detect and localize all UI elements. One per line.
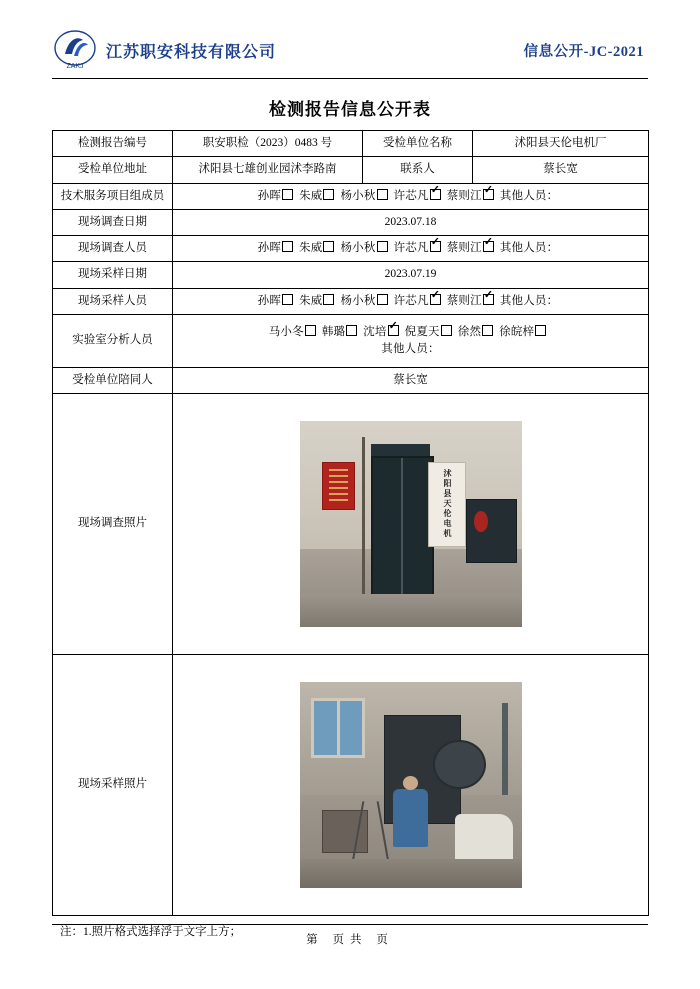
sampling-staff-label: 现场采样人员 [53, 288, 173, 314]
table-row [53, 131, 649, 157]
photo2-worker [393, 789, 429, 847]
survey-staff-cell [173, 236, 649, 262]
sampling-photo-image [300, 682, 522, 888]
person-name: 马小冬 [268, 325, 304, 338]
person-checkbox-item[interactable] [447, 293, 495, 310]
person-name: 沈培 [363, 325, 387, 338]
others-label: 其他人员： [499, 189, 559, 202]
table-row [53, 262, 649, 288]
person-checkbox-item[interactable] [340, 240, 388, 257]
survey-date-label: 现场调查日期 [53, 209, 173, 235]
person-checkbox-item[interactable] [394, 293, 442, 310]
person-name: 朱威 [299, 189, 323, 202]
photo1-door [371, 456, 435, 596]
checkbox-icon[interactable] [282, 189, 293, 200]
client-name-label: 受检单位名称 [363, 131, 473, 157]
report-no-label: 检测报告编号 [53, 131, 173, 157]
contact-label: 联系人 [363, 157, 473, 183]
lab-staff-others: 其他人员： [381, 342, 440, 355]
checkbox-icon[interactable] [482, 325, 493, 336]
checkbox-icon[interactable] [430, 189, 441, 200]
accompany-value: 蔡长宽 [173, 367, 649, 393]
person-checkbox-item[interactable] [299, 188, 335, 205]
person-checkbox-item[interactable] [499, 324, 547, 341]
table-note: 注：1.照片格式选择浮于文字上方； [60, 926, 242, 938]
person-name: 许芯凡 [393, 294, 429, 307]
photo1-right-panel [466, 499, 517, 563]
table-row [53, 183, 649, 209]
header-left [52, 28, 276, 72]
person-checkbox-item[interactable] [322, 324, 358, 341]
photo2-ground [300, 859, 522, 888]
checkbox-icon[interactable] [323, 241, 334, 252]
survey-photo-box [177, 398, 644, 650]
client-addr-label: 受检单位地址 [53, 157, 173, 183]
lab-staff-list [177, 324, 644, 341]
svg-text:ZAKJ: ZAKJ [66, 63, 84, 70]
person-name: 徐然 [457, 325, 482, 338]
checkbox-icon[interactable] [483, 241, 494, 252]
checkbox-icon[interactable] [377, 241, 388, 252]
sampling-staff-cell [173, 288, 649, 314]
page-title: 检测报告信息公开表 [269, 100, 431, 119]
survey-photo-image [300, 421, 522, 627]
table-row [53, 236, 649, 262]
table-row-photo [53, 655, 649, 916]
photo1-sign [428, 462, 466, 546]
table-row [53, 157, 649, 183]
person-checkbox-item[interactable] [394, 188, 442, 205]
person-checkbox-item[interactable] [447, 188, 495, 205]
checkbox-icon[interactable] [377, 294, 388, 305]
table-row-photo [53, 394, 649, 655]
contact-value: 蔡长宽 [473, 157, 649, 183]
person-checkbox-item[interactable] [269, 324, 317, 341]
survey-photo-label: 现场调查照片 [53, 394, 173, 655]
person-checkbox-item[interactable] [299, 240, 335, 257]
accompany-label: 受检单位陪同人 [53, 367, 173, 393]
person-checkbox-item[interactable] [340, 293, 388, 310]
checkbox-icon[interactable] [441, 325, 452, 336]
sampling-photo-cell [173, 655, 649, 916]
photo2-duct-opening [433, 740, 486, 789]
team-label: 技术服务项目组成员 [53, 183, 173, 209]
table-row [53, 209, 649, 235]
report-info-table [52, 130, 649, 916]
client-addr-value: 沭阳县七雄创业园沭李路南 [173, 157, 363, 183]
sampling-date-label: 现场采样日期 [53, 262, 173, 288]
photo1-banner [322, 462, 355, 509]
person-name: 韩璐 [321, 325, 346, 338]
checkbox-icon[interactable] [305, 325, 316, 336]
checkbox-icon[interactable] [282, 294, 293, 305]
photo2-window [311, 698, 366, 758]
client-name-value: 沭阳县天伦电机厂 [473, 131, 649, 157]
person-name: 许芯凡 [393, 189, 429, 202]
person-name: 杨小秋 [340, 189, 376, 202]
checkbox-icon[interactable] [430, 294, 441, 305]
person-name: 孙晖 [257, 294, 282, 307]
person-checkbox-item[interactable] [458, 324, 494, 341]
person-checkbox-item[interactable] [258, 240, 294, 257]
page-header [52, 28, 648, 79]
checkbox-icon[interactable] [323, 294, 334, 305]
table-row [53, 288, 649, 314]
company-name: 江苏职安科技有限公司 [106, 43, 277, 61]
person-checkbox-item[interactable] [394, 240, 442, 257]
person-name: 徐皖梓 [499, 325, 535, 338]
sampling-date-value: 2023.07.19 [173, 262, 649, 288]
person-checkbox-item[interactable] [363, 324, 399, 341]
photo2-tripod [355, 801, 386, 863]
others-label: 其他人员： [499, 242, 559, 254]
photo1-ground [300, 594, 522, 627]
checkbox-icon[interactable] [483, 294, 494, 305]
person-checkbox-item[interactable] [258, 188, 294, 205]
survey-staff-list [258, 242, 564, 254]
checkbox-icon[interactable] [282, 241, 293, 252]
person-name: 杨小秋 [340, 242, 376, 254]
person-name: 许芯凡 [393, 242, 429, 254]
person-name: 倪夏天 [404, 325, 440, 338]
photo1-sign-text: 沭阳县天伦电机 [443, 469, 452, 540]
team-members-list [258, 190, 564, 202]
survey-photo-cell [173, 394, 649, 655]
sampling-photo-label: 现场采样照片 [53, 655, 173, 916]
team-members-cell [173, 183, 649, 209]
person-name: 蔡则江 [446, 242, 482, 254]
person-checkbox-item[interactable] [299, 293, 335, 310]
person-name: 蔡则江 [446, 294, 482, 307]
person-checkbox-item[interactable] [405, 324, 453, 341]
checkbox-icon[interactable] [377, 189, 388, 200]
lab-staff-cell [173, 314, 649, 367]
person-name: 朱威 [299, 242, 323, 254]
company-logo-icon [52, 28, 98, 72]
person-name: 蔡则江 [446, 189, 482, 202]
survey-date-value: 2023.07.18 [173, 209, 649, 235]
checkbox-icon[interactable] [388, 325, 399, 336]
person-checkbox-item[interactable] [447, 240, 495, 257]
sampling-staff-list [258, 295, 564, 307]
table-row [53, 314, 649, 367]
person-name: 孙晖 [257, 242, 282, 254]
person-name: 杨小秋 [340, 294, 376, 307]
person-checkbox-item[interactable] [340, 188, 388, 205]
report-no-value: 职安职检（2023）0483 号 [173, 131, 363, 157]
person-name: 朱威 [299, 294, 323, 307]
checkbox-icon[interactable] [430, 241, 441, 252]
table-row [53, 367, 649, 393]
checkbox-icon[interactable] [323, 189, 334, 200]
document-code: 信息公开-JC-2021 [523, 43, 644, 60]
page-footer: 第 页共 页 [52, 924, 648, 947]
photo1-pole [362, 437, 365, 598]
lab-staff-label: 实验室分析人员 [53, 314, 173, 367]
checkbox-icon[interactable] [535, 325, 546, 336]
person-name: 孙晖 [257, 189, 282, 202]
person-checkbox-item[interactable] [258, 293, 294, 310]
checkbox-icon[interactable] [483, 189, 494, 200]
others-label: 其他人员： [499, 294, 559, 307]
sampling-photo-box [177, 659, 644, 911]
checkbox-icon[interactable] [346, 325, 357, 336]
photo2-pipe [502, 703, 508, 796]
survey-staff-label: 现场调查人员 [53, 236, 173, 262]
